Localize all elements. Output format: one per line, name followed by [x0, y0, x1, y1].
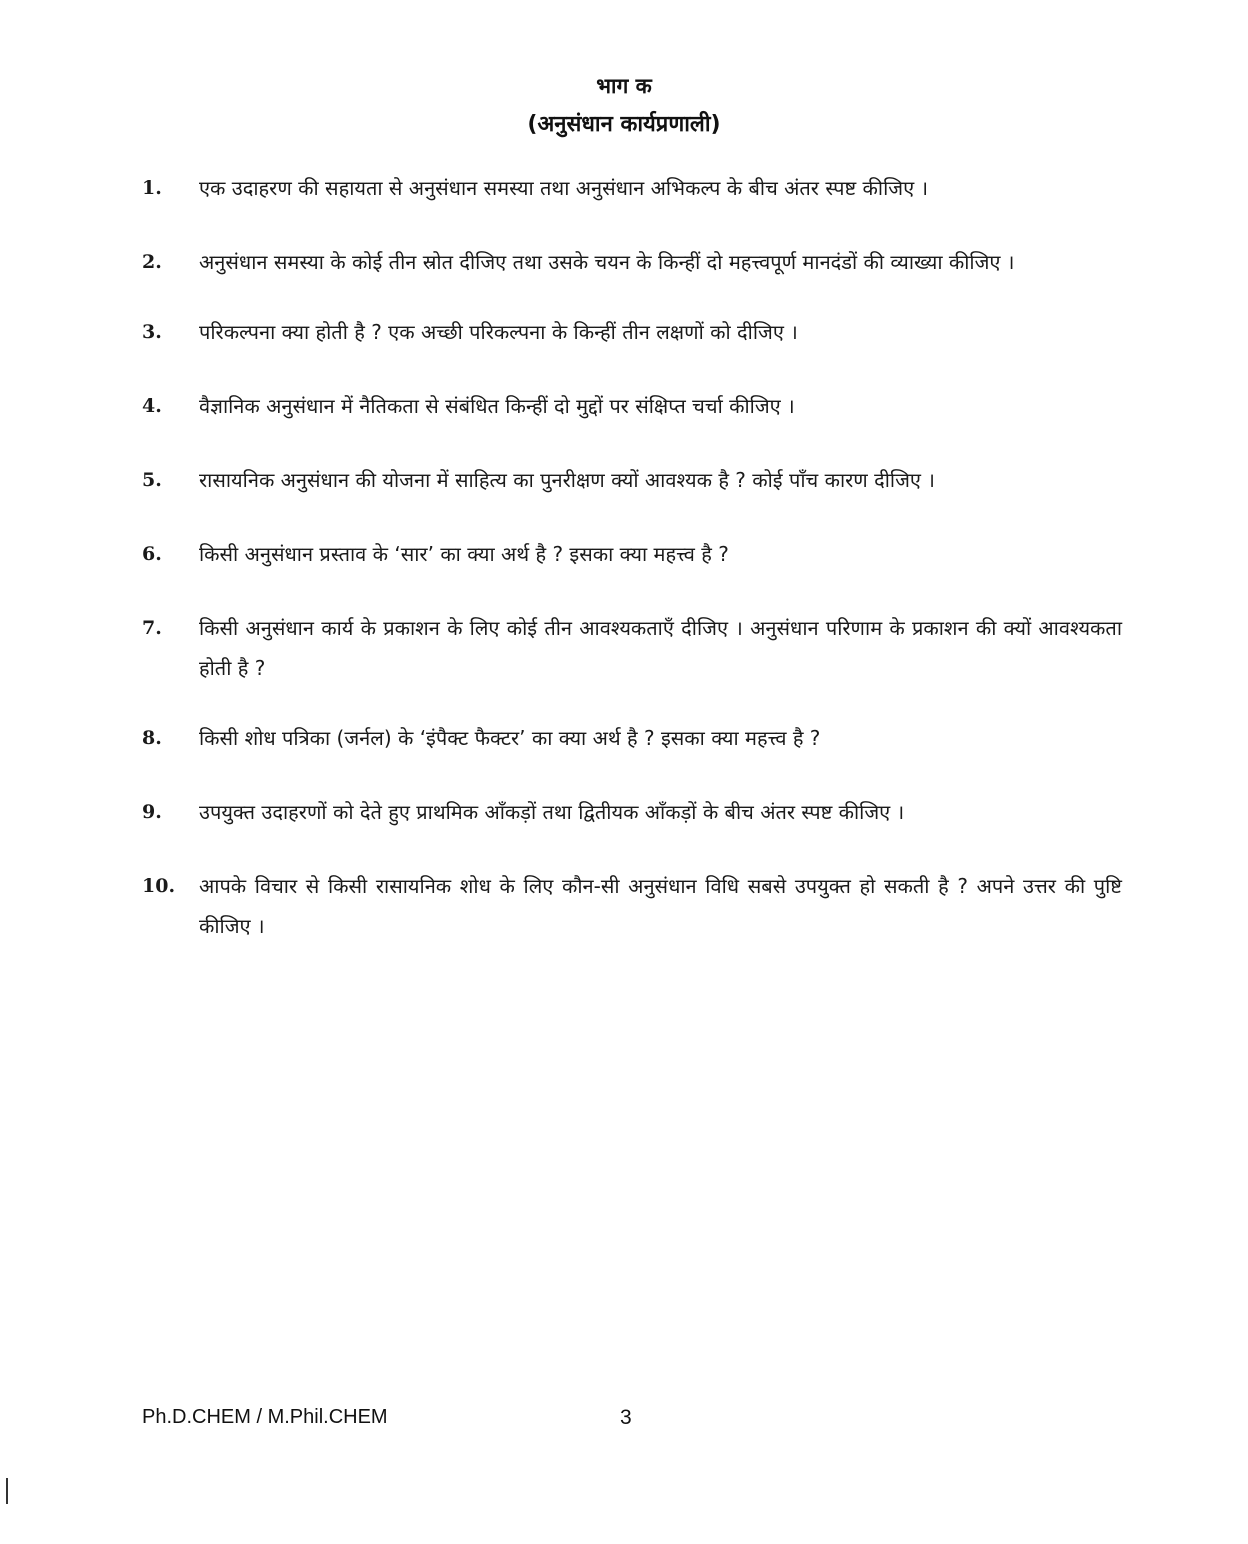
question-text: अनुसंधान समस्या के कोई तीन स्रोत दीजिए तथा उसके चयन के किन्हीं दो महत्त्वपूर्ण मानदंडों की व्याख्या कीजिए । [199, 250, 1015, 274]
question-item [142, 608, 1122, 688]
question-item [142, 792, 1122, 832]
question-text: परिकल्पना क्या होती है ? एक अच्छी परिकल्पना के किन्हीं तीन लक्षणों को दीजिए । [199, 320, 798, 344]
section-title: (अनुसंधान कार्यप्रणाली) [527, 112, 721, 137]
question-text: रासायनिक अनुसंधान की योजना में साहित्य का पुनरीक्षण क्यों आवश्यक है ? कोई पाँच कारण दीजिए । [199, 468, 935, 492]
question-item [142, 866, 1122, 946]
part-title: भाग क [596, 74, 652, 98]
question-text: एक उदाहरण की सहायता से अनुसंधान समस्या तथा अनुसंधान अभिकल्प के बीच अंतर स्पष्ट कीजिए । [199, 176, 929, 200]
question-number: 6. [142, 543, 162, 565]
question-text: किसी अनुसंधान प्रस्ताव के ‘सार’ का क्या अर्थ है ? इसका क्या महत्त्व है ? [199, 542, 729, 566]
margin-mark [6, 1478, 8, 1504]
page-number: 3 [620, 1406, 632, 1429]
question-item [142, 386, 1122, 426]
question-number: 10. [142, 875, 176, 897]
question-list [142, 168, 1122, 980]
question-number: 7. [142, 617, 162, 639]
question-item [142, 718, 1122, 758]
question-number: 4. [142, 395, 162, 417]
question-text: उपयुक्त उदाहरणों को देते हुए प्राथमिक आँकड़ों तथा द्वितीयक आँकड़ों के बीच अंतर स्पष्ट कीजिए । [199, 800, 905, 824]
question-number: 9. [142, 801, 162, 823]
question-item [142, 460, 1122, 500]
question-text: आपके विचार से किसी रासायनिक शोध के लिए कौन-सी अनुसंधान विधि सबसे उपयुक्त हो सकती है ? अपने उत्तर की पुष्टि कीजिए । [199, 874, 1122, 938]
question-text: किसी शोध पत्रिका (जर्नल) के ‘इंपैक्ट फैक्टर’ का क्या अर्थ है ? इसका क्या महत्त्व है ? [199, 726, 821, 750]
question-number: 3. [142, 321, 162, 343]
question-text: किसी अनुसंधान कार्य के प्रकाशन के लिए कोई तीन आवश्यकताएँ दीजिए । अनुसंधान परिणाम के प्रकाशन की क्यों आवश्यकता होती है ? [199, 616, 1122, 680]
question-number: 2. [142, 251, 162, 273]
question-text: वैज्ञानिक अनुसंधान में नैतिकता से संबंधित किन्हीं दो मुद्दों पर संक्षिप्त चर्चा कीजिए । [199, 394, 795, 418]
course-code: Ph.D.CHEM / M.Phil.CHEM [142, 1406, 388, 1428]
question-item [142, 242, 1122, 282]
question-number: 5. [142, 469, 162, 491]
question-number: 1. [142, 177, 162, 199]
question-item [142, 312, 1122, 352]
question-item [142, 168, 1122, 208]
question-item [142, 534, 1122, 574]
question-number: 8. [142, 727, 162, 749]
